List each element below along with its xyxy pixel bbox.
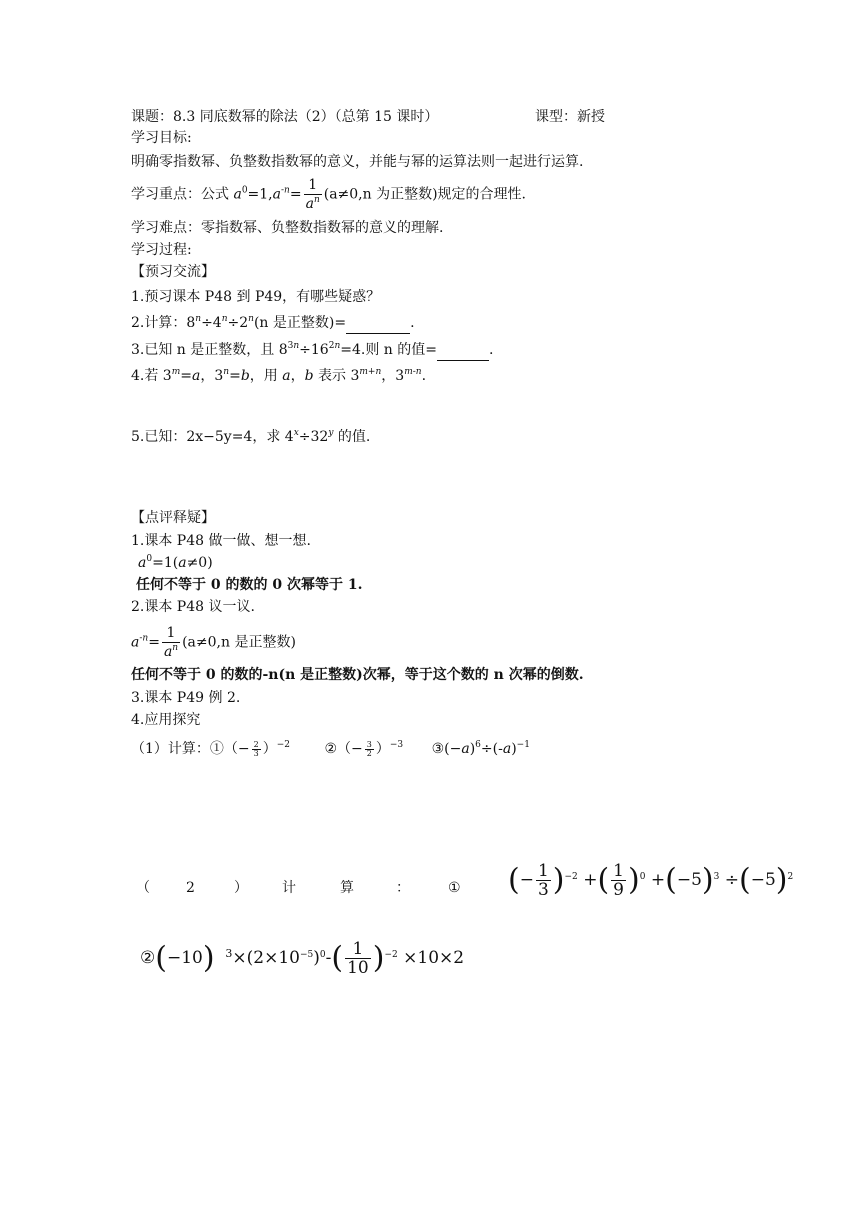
preview-q5: 5.已知：2x−5y=4，求 $4^x\div 32^y$ 的值. bbox=[131, 428, 371, 445]
review-item-3: 3.课本 P49 例 2. bbox=[131, 690, 241, 706]
lesson-title: 课题：8.3 同底数幂的除法（2）（总第 15 课时） bbox=[131, 109, 439, 125]
key-point-prefix: 学习重点：公式 bbox=[131, 186, 234, 203]
preview-q4: 4.若 $3^m=a$，$3^n=b$，用 a，b 表示 $3^{m+n}$，3$^{m-n}$. bbox=[131, 367, 427, 384]
calc-2-label: （ 2 ） 计 算 ： ① bbox=[136, 880, 461, 896]
preview-q2: 2.计算：$8^n\div 4^n\div 2^n(n$ 是正整数)= . bbox=[131, 313, 415, 334]
key-point-suffix: (a≠0,n 为正整数)规定的合理性. bbox=[323, 186, 527, 203]
key-point-eq2: = bbox=[289, 186, 302, 203]
answer-blank[interactable] bbox=[437, 340, 489, 361]
key-point: 学习重点：公式 $a^0=1,a^{-n}=$ $\frac{1}{a^n}$ (a≠0,n 为正整数)规定的合理性. bbox=[131, 177, 527, 212]
objectives-text: 明确零指数幂、负整数指数幂的意义，并能与幂的运算法则一起进行运算. bbox=[131, 154, 584, 170]
review-heading: 【点评释疑】 bbox=[131, 510, 215, 526]
preview-q3: 3.已知 n 是正整数，且 $8^{3n}\div 16^{2n}=4$.则 n 的值= . bbox=[131, 340, 493, 361]
review-item-1: 1.课本 P48 做一做、想一想. bbox=[131, 533, 311, 549]
objectives-label: 学习目标: bbox=[131, 130, 192, 146]
negative-exponent-rule: 任何不等于 0 的数的-n(n 是正整数)次幂，等于这个数的 n 次幂的倒数. bbox=[131, 667, 584, 683]
zero-exponent-formula: $a^0=1(a\ne 0)$ bbox=[138, 554, 213, 571]
zero-exponent-rule: 任何不等于 0 的数的 0 次幂等于 1. bbox=[136, 577, 363, 593]
fraction-numerator: 1 bbox=[304, 176, 322, 195]
process-label: 学习过程: bbox=[131, 242, 192, 258]
calc-1: （1）计算：①（− $\frac{2}{3}$ ）$^{-2}$ ②（− $\frac{3}{2}$ ）$^{-3}$ $③(-a)^6\div(-a)^{-1}$ bbox=[131, 739, 530, 758]
calc-2-expression: (− $\frac{1}{3}$ )$^{-2}$ +( $\frac{1}{9}$ )$^0 +(-5)^3 \div(-5)^2$ bbox=[508, 861, 794, 900]
review-item-4: 4.应用探究 bbox=[131, 712, 201, 728]
calc-2-expression-2: ②(−10) $^3\times(2\times 10^{-5})^0-$( $\frac{1}{10}$ )$^{-2}$ ×10×2 bbox=[140, 939, 465, 978]
key-point-fraction: $\frac{1}{a^n}$ bbox=[305, 177, 320, 212]
preview-q1: 1.预习课本 P48 到 P49，有哪些疑惑？ bbox=[131, 289, 381, 305]
key-point-eq1: =1, bbox=[247, 186, 273, 203]
answer-blank[interactable] bbox=[346, 313, 410, 334]
review-item-2: 2.课本 P48 议一议. bbox=[131, 599, 255, 615]
difficulty: 学习难点：零指数幂、负整数指数幂的意义的理解. bbox=[131, 220, 444, 236]
lesson-type: 课型：新授 bbox=[535, 109, 605, 125]
negative-exponent-formula: $a^{-n}=$ $\frac{1}{a^n}$ (a≠0,n 是正整数) bbox=[131, 625, 296, 660]
preview-heading: 【预习交流】 bbox=[131, 264, 215, 280]
